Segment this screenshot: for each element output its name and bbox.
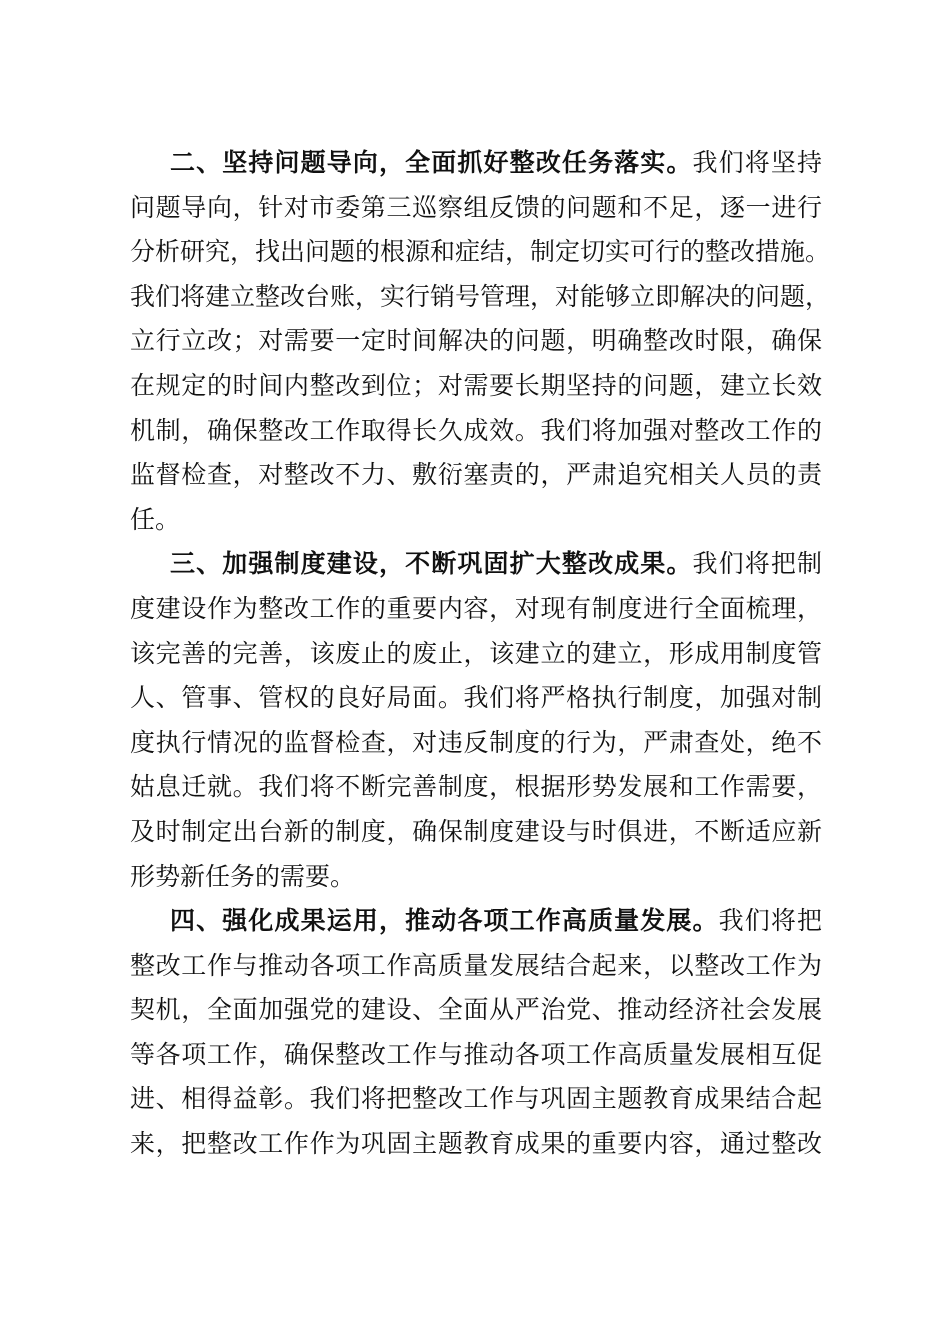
text-line: 任。 <box>130 504 181 534</box>
body-text: 我们将把制 <box>692 549 822 579</box>
text-line: 度执行情况的监督检查，对违反制度的行为，严肃查处，绝不 <box>130 727 822 757</box>
body-text: 我们将把 <box>718 906 822 936</box>
text-line: 进、相得益彰。我们将把整改工作与巩固主题教育成果结合起 <box>130 1084 822 1114</box>
text-line: 契机，全面加强党的建设、全面从严治党、推动经济社会发展 <box>130 995 822 1025</box>
text-line: 及时制定出台新的制度，确保制度建设与时俱进，不断适应新 <box>130 816 822 846</box>
text-line: 分析研究，找出问题的根源和症结，制定切实可行的整改措施。 <box>130 237 831 267</box>
text-line: 人、管事、管权的良好局面。我们将严格执行制度，加强对制 <box>130 683 822 713</box>
paragraph-first-line <box>130 141 822 186</box>
text-line: 在规定的时间内整改到位；对需要长期坚持的问题，建立长效 <box>130 370 822 400</box>
section-heading: 三、加强制度建设，不断巩固扩大整改成果。 <box>170 549 693 579</box>
text-line: 该完善的完善，该废止的废止，该建立的建立，形成用制度管 <box>130 638 822 668</box>
text-line: 度建设作为整改工作的重要内容，对现有制度进行全面梳理， <box>130 593 822 623</box>
section-heading: 四、强化成果运用，推动各项工作高质量发展。 <box>170 906 719 936</box>
text-line: 问题导向，针对市委第三巡察组反馈的问题和不足，逐一进行 <box>130 192 822 222</box>
text-line: 姑息迁就。我们将不断完善制度，根据形势发展和工作需要， <box>130 772 822 802</box>
text-line: 我们将建立整改台账，实行销号管理，对能够立即解决的问题， <box>130 281 831 311</box>
text-line: 监督检查，对整改不力、敷衍塞责的，严肃追究相关人员的责 <box>130 460 822 490</box>
text-line: 机制，确保整改工作取得长久成效。我们将加强对整改工作的 <box>130 415 822 445</box>
paragraph <box>130 141 831 542</box>
section-heading: 二、坚持问题导向，全面抓好整改任务落实。 <box>170 148 693 177</box>
text-line: 整改工作与推动各项工作高质量发展结合起来，以整改工作为 <box>130 950 822 980</box>
text-line: 立行立改；对需要一定时间解决的问题，明确整改时限，确保 <box>130 326 822 356</box>
paragraph-first-line <box>130 899 822 944</box>
body-text: 我们将坚持 <box>692 148 822 177</box>
paragraph-first-line <box>130 542 822 587</box>
text-line: 形势新任务的需要。 <box>130 861 356 891</box>
text-line: 等各项工作，确保整改工作与推动各项工作高质量发展相互促 <box>130 1039 822 1069</box>
paragraph <box>130 542 822 899</box>
text-line: 来，把整改工作作为巩固主题教育成果的重要内容，通过整改 <box>130 1129 822 1159</box>
paragraph <box>130 899 822 1167</box>
document-page <box>130 141 831 1167</box>
